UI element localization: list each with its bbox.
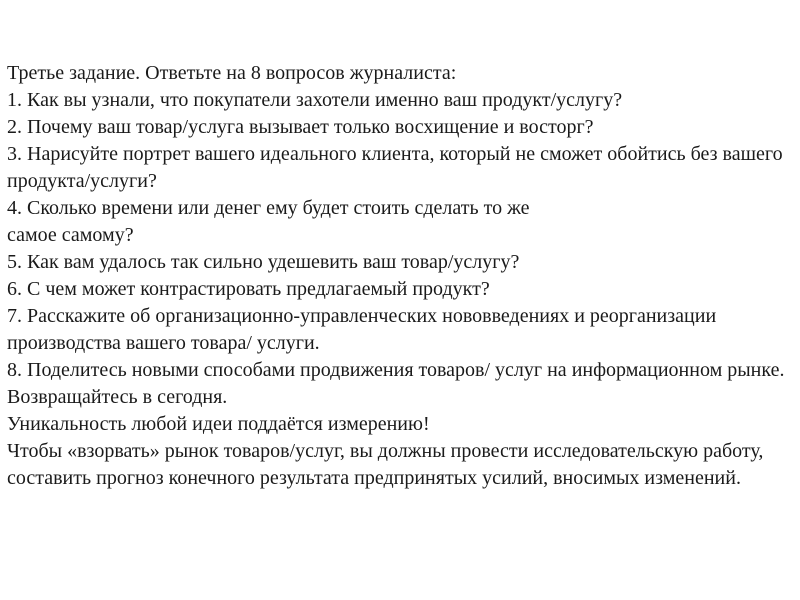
question-4-line-1: 4. Сколько времени или денег ему будет стоить сделать то же (7, 197, 530, 219)
question-3-line-2: продукта/услуги? (7, 170, 157, 192)
question-4-line-2: самое самому? (7, 224, 134, 246)
closing-line-1: Возвращайтесь в сегодня. (7, 386, 228, 408)
question-3-line-1: 3. Нарисуйте портрет вашего идеального клиента, который не сможет обойтись без вашего (7, 143, 783, 165)
question-2: 2. Почему ваш товар/услуга вызывает только восхищение и восторг? (7, 116, 594, 138)
question-7-line-1: 7. Расскажите об организационно-управленческих нововведениях и реорганизации (7, 305, 717, 327)
text-block (7, 60, 795, 492)
question-6: 6. С чем может контрастировать предлагаемый продукт? (7, 278, 490, 300)
closing-line-4: составить прогноз конечного результата предпринятых усилий, вносимых изменений. (7, 467, 741, 489)
closing-line-3: Чтобы «взорвать» рынок товаров/услуг, вы должны провести исследовательскую работу, (7, 440, 764, 462)
question-5: 5. Как вам удалось так сильно удешевить ваш товар/услугу? (7, 251, 520, 273)
question-8: 8. Поделитесь новыми способами продвижения товаров/ услуг на информационном рынке. (7, 359, 785, 381)
question-7-line-2: производства вашего товара/ услуги. (7, 332, 320, 354)
heading-line: Третье задание. Ответьте на 8 вопросов журналиста: (7, 62, 457, 84)
question-1: 1. Как вы узнали, что покупатели захотели именно ваш продукт/услугу? (7, 89, 623, 111)
closing-line-2: Уникальность любой идеи поддаётся измерению! (7, 413, 430, 435)
